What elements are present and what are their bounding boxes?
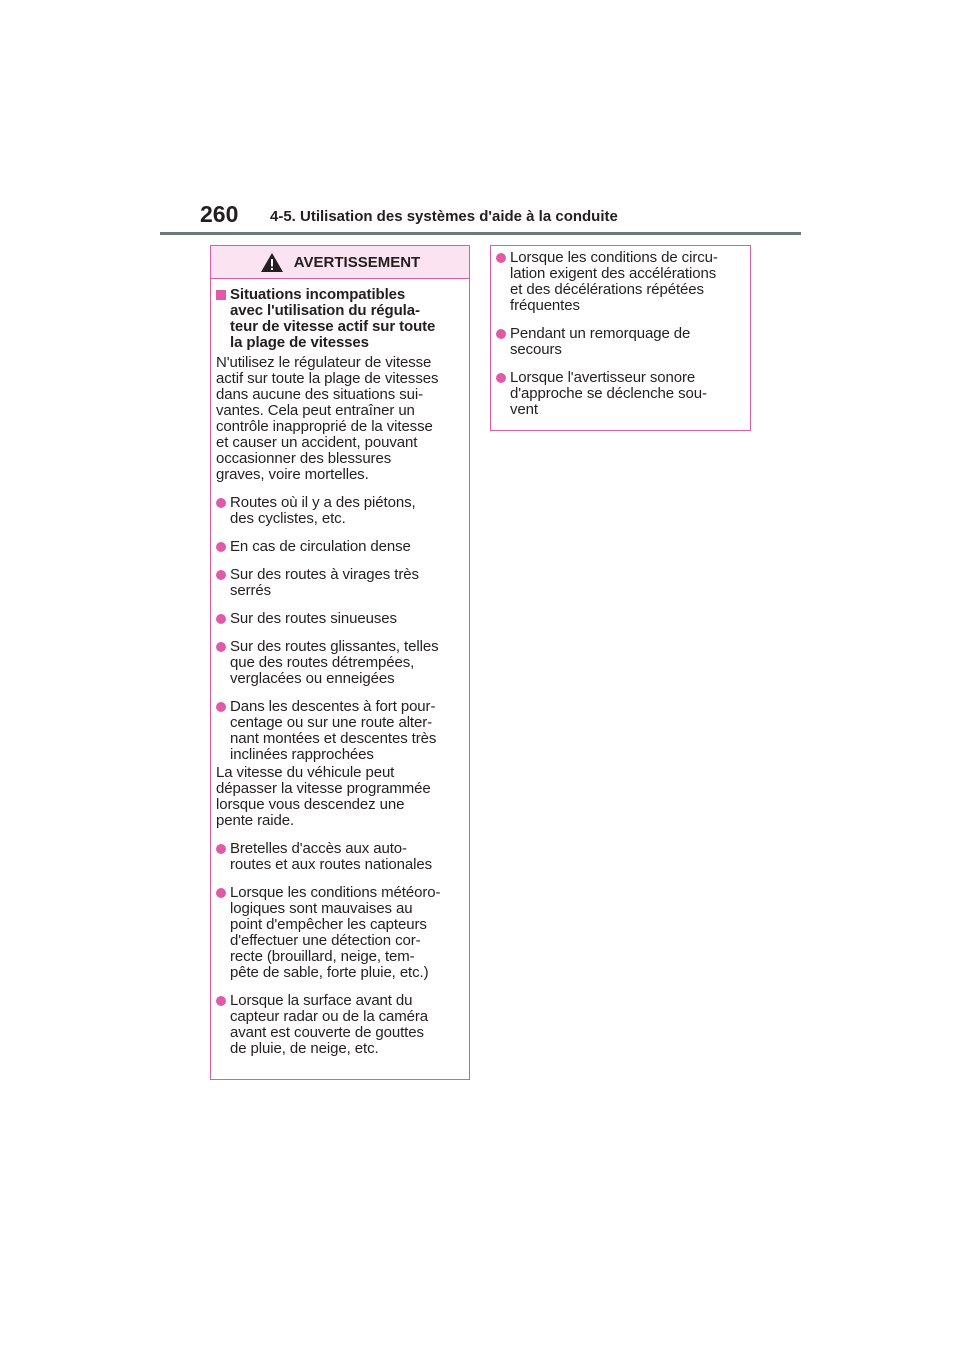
warning-box <box>210 245 470 1080</box>
round-bullet-icon <box>496 253 506 263</box>
round-bullet-icon <box>216 614 226 624</box>
list-item: Lorsque l'avertisseur sonore d'approche se déclenche sou- vent <box>496 370 745 418</box>
round-bullet-icon <box>216 844 226 854</box>
page-number: 260 <box>200 201 239 227</box>
warning-box-continuation <box>490 245 751 431</box>
round-bullet-icon <box>216 888 226 898</box>
list-item: Bretelles d'accès aux auto- routes et aux routes nationales <box>216 841 464 873</box>
section-title: 4-5. Utilisation des systèmes d'aide à la conduite <box>270 208 618 225</box>
list-item: Dans les descentes à fort pour- centage ou sur une route alter- nant montées et descentes très inclinées rapprochées <box>216 699 464 763</box>
warning-intro: N'utilisez le régulateur de vitesse actif sur toute la plage de vitesses dans aucune des situations sui- vantes. Cela peut entraîner un contrôle inapproprié de la vitesse et causer un accident, pouvant occasionner des blessures graves, voire mortelles. <box>216 354 439 483</box>
round-bullet-icon <box>216 642 226 652</box>
list-item: Lorsque les conditions météoro- logiques sont mauvaises au point d'empêcher les capteurs d'effectuer une détection cor- recte (brouillard, neige, tem- pête de sable, forte pluie, etc.) <box>216 885 464 981</box>
warning-box-header <box>211 246 469 279</box>
round-bullet-icon <box>496 329 506 339</box>
round-bullet-icon <box>216 996 226 1006</box>
descent-note: La vitesse du véhicule peut dépasser la vitesse programmée lorsque vous descendez une pente raide. <box>216 764 431 829</box>
round-bullet-icon <box>216 702 226 712</box>
square-bullet-icon <box>216 290 226 300</box>
warning-box-body <box>211 279 469 1057</box>
list-item: Routes où il y a des piétons, des cyclistes, etc. <box>216 495 464 527</box>
list-item: Lorsque les conditions de circu- lation exigent des accélérations et des décélérations répétées fréquentes <box>496 250 745 314</box>
list-item: Pendant un remorquage de secours <box>496 326 745 358</box>
list-item: Sur des routes sinueuses <box>216 611 464 627</box>
list-item: Lorsque la surface avant du capteur radar ou de la caméra avant est couverte de gouttes de pluie, de neige, etc. <box>216 993 464 1057</box>
list-item: Sur des routes à virages très serrés <box>216 567 464 599</box>
round-bullet-icon <box>216 542 226 552</box>
warning-triangle-icon <box>260 252 284 273</box>
warning-heading: Situations incompatibles avec l'utilisation du régula- teur de vitesse actif sur toute la plage de vitesses <box>216 287 464 351</box>
list-item: En cas de circulation dense <box>216 539 464 555</box>
round-bullet-icon <box>496 373 506 383</box>
round-bullet-icon <box>216 498 226 508</box>
round-bullet-icon <box>216 570 226 580</box>
list-item: Sur des routes glissantes, telles que des routes détrempées, verglacées ou enneigées <box>216 639 464 687</box>
warning-box-continuation-body <box>491 246 750 418</box>
header-rule <box>160 232 801 235</box>
warning-box-title: AVERTISSEMENT <box>293 253 421 271</box>
